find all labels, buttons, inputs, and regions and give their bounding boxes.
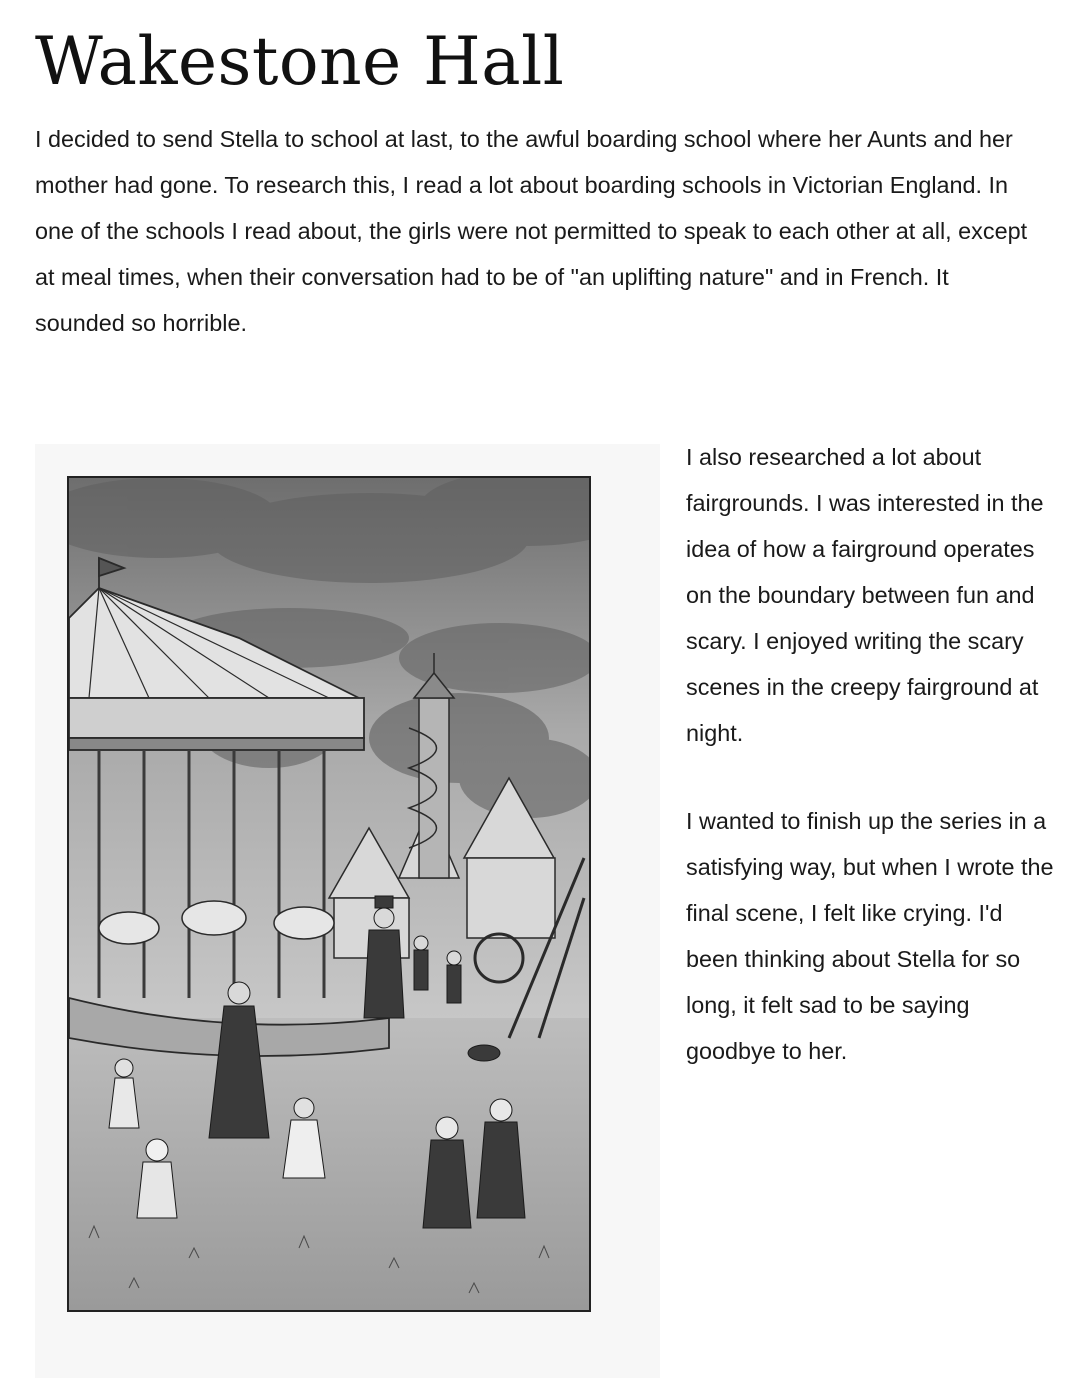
fairground-illustration	[67, 476, 591, 1312]
side-paragraph-fairgrounds: I also researched a lot about fairgrounds. I was interested in the idea of how a fairground operates on the boundary between fun and scary. I enjoyed writing the scary scenes in the creepy fairground at night.	[686, 444, 1044, 746]
page-title: Wakestone Hall	[35, 23, 565, 100]
intro-paragraph: I decided to send Stella to school at last, to the awful boarding school where her Aunts and her mother had gone. To research this, I read a lot about boarding schools in Victorian England. In one of the schools I read about, the girls were not permitted to speak to each other at all, except at meal times, when their conversation had to be of "an uplifting nature" and in French. It sounded so horrible.	[35, 126, 1028, 336]
fairground-drawing	[69, 478, 589, 1310]
illustration-frame	[35, 444, 660, 1378]
side-paragraph-ending: I wanted to finish up the series in a satisfying way, but when I wrote the final scene, I felt like crying. I'd been thinking about Stella for so long, it felt sad to be saying goodbye to her.	[686, 808, 1054, 1064]
side-column	[686, 434, 1056, 1074]
